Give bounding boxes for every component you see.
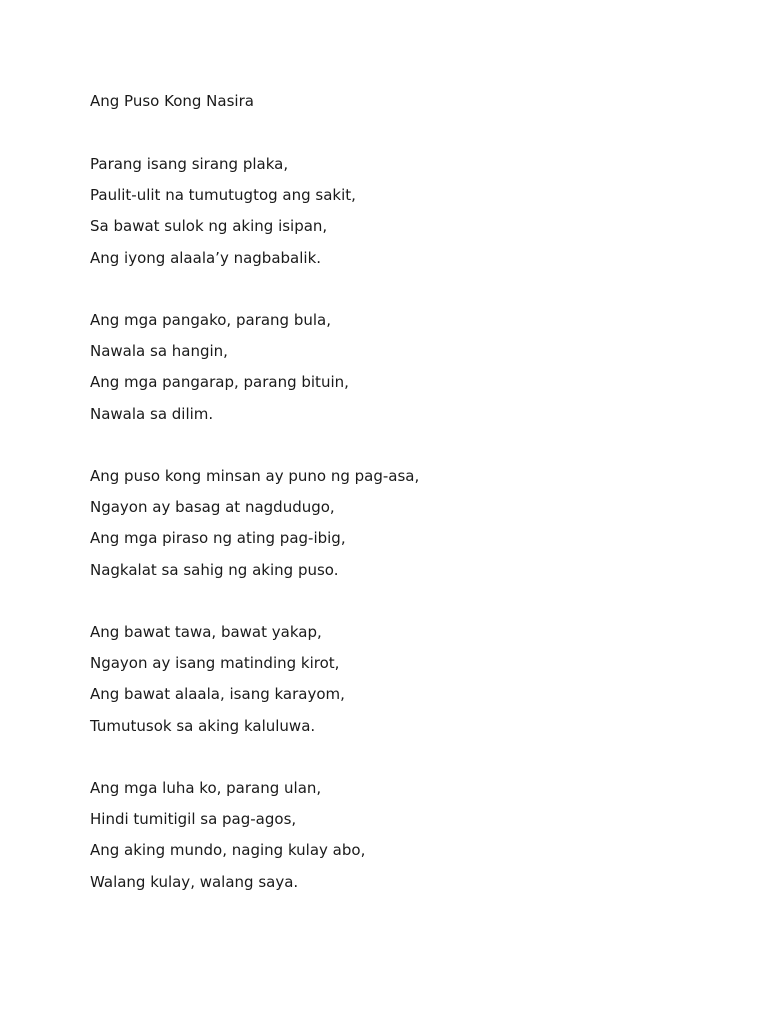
poem-line: Ang mga luha ko, parang ulan,	[90, 779, 322, 797]
poem-line: Paulit-ulit na tumutugtog ang sakit,	[90, 186, 356, 205]
poem-line: Walang kulay, walang saya.	[90, 872, 299, 891]
poem-line: Ngayon ay isang matinding kirot,	[90, 654, 340, 673]
poem-line: Ang bawat alaala, isang karayom,	[90, 685, 345, 704]
poem-line: Ang iyong alaala’y nagbabalik.	[90, 248, 322, 267]
poem-line: Parang isang sirang plaka,	[90, 155, 289, 173]
poem-line: Ang mga pangarap, parang bituin,	[90, 373, 349, 392]
stanza	[90, 154, 356, 279]
poem-line: Tumutusok sa aking kaluluwa.	[90, 716, 316, 735]
poem-line: Ang puso kong minsan ay puno ng pag-asa,	[90, 467, 420, 485]
poem-title: Ang Puso Kong Nasira	[90, 92, 254, 110]
poem-line: Ngayon ay basag at nagdudugo,	[90, 498, 335, 517]
poem-line: Nagkalat sa sahig ng aking puso.	[90, 560, 339, 579]
stanza	[90, 622, 345, 747]
poem-line: Ang mga pangako, parang bula,	[90, 311, 331, 329]
poem-line: Sa bawat sulok ng aking isipan,	[90, 217, 328, 236]
stanza	[90, 466, 419, 591]
poem-line: Nawala sa hangin,	[90, 342, 228, 361]
poem-line: Ang mga piraso ng ating pag-ibig,	[90, 529, 346, 548]
poem-line: Ang aking mundo, naging kulay abo,	[90, 841, 366, 860]
poem-line: Ang bawat tawa, bawat yakap,	[90, 623, 322, 641]
poem-line: Hindi tumitigil sa pag-agos,	[90, 810, 297, 829]
poem-line: Nawala sa dilim.	[90, 404, 214, 423]
stanza	[90, 778, 365, 903]
stanza	[90, 310, 349, 435]
